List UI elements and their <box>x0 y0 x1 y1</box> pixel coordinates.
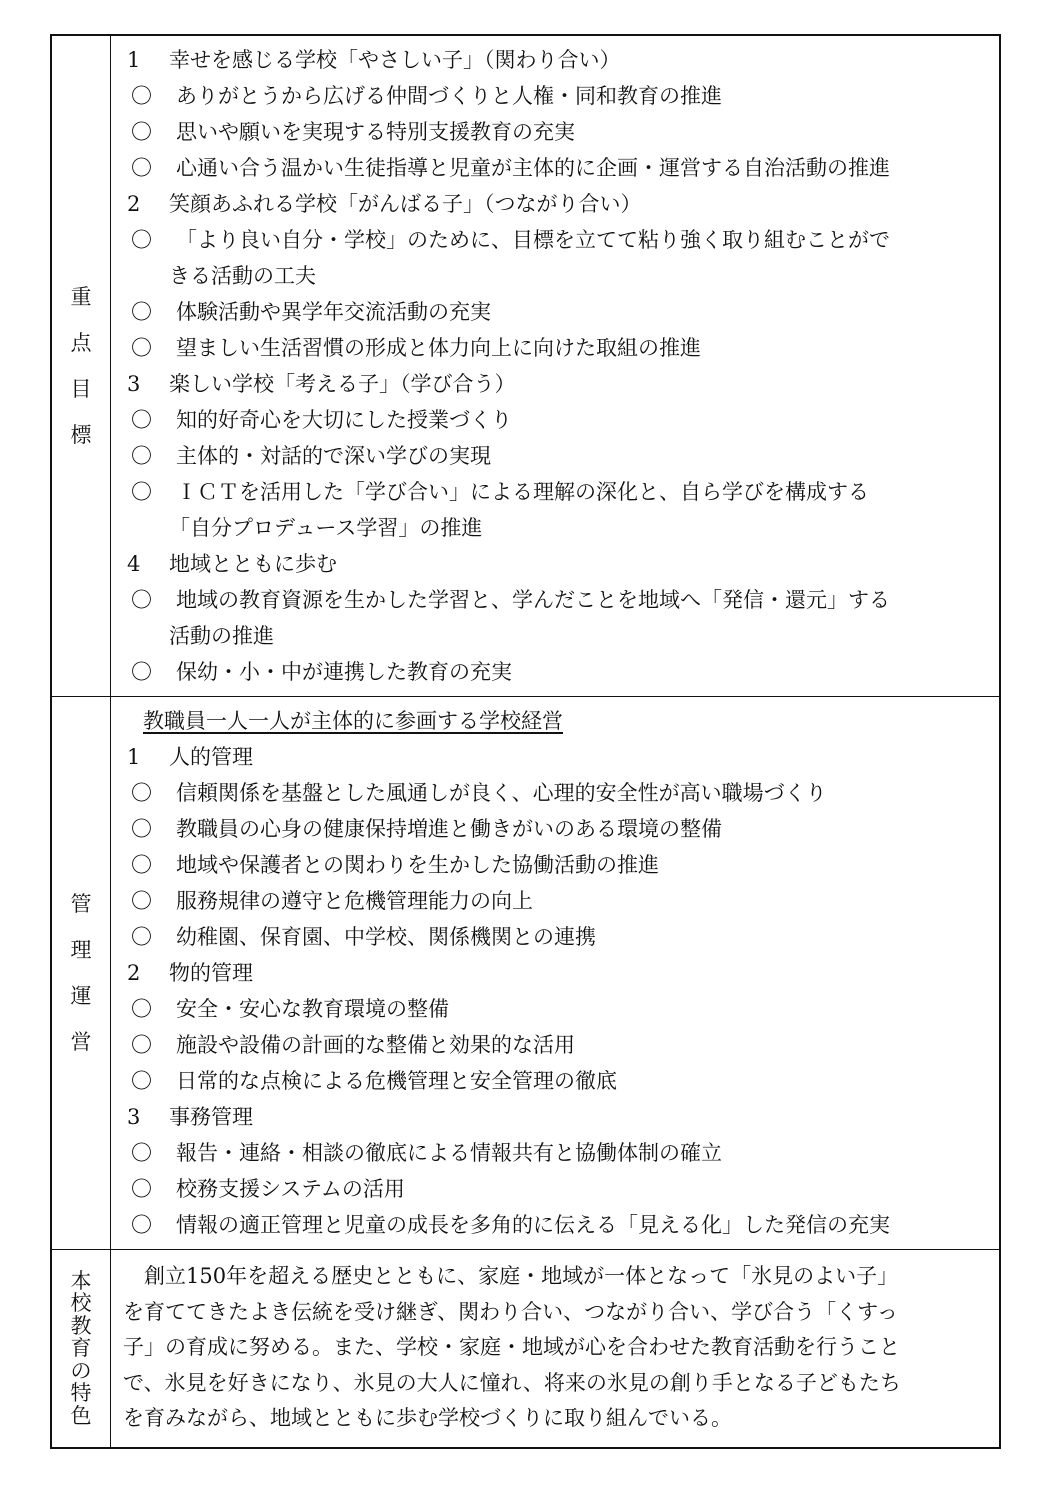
bullet-text: 幼稚園、保育園、中学校、関係機関との連携 <box>176 925 596 949</box>
bullet-circle-icon: 〇 <box>131 156 152 180</box>
item-title: 事務管理 <box>169 1105 253 1129</box>
item-number: 2 <box>127 192 141 216</box>
label-char: 標 <box>70 422 92 447</box>
management-row <box>51 697 1000 1250</box>
bullet-item <box>125 474 991 510</box>
bullet-text: 日常的な点検による危機管理と安全管理の徹底 <box>176 1069 617 1093</box>
bullet-text: 「より良い自分・学校」のために、目標を立てて粘り強く取り組むことがで <box>176 228 890 252</box>
management-heading: 教職員一人一人が主体的に参画する学校経営 <box>143 709 563 733</box>
bullet-circle-icon: 〇 <box>131 84 152 108</box>
item-title: 地域とともに歩む <box>169 552 337 576</box>
features-paragraph <box>111 1250 999 1447</box>
bullet-circle-icon: 〇 <box>131 228 152 252</box>
bullet-item <box>125 654 991 690</box>
item-number: 3 <box>127 1105 141 1129</box>
paragraph-line: 創立150年を超える歴史とともに、家庭・地域が一体となって「氷見のよい子」 <box>144 1264 899 1288</box>
bullet-circle-icon: 〇 <box>131 1069 152 1093</box>
bullet-item <box>125 438 991 474</box>
bullet-text: 信頼関係を基盤とした風通しが良く、心理的安全性が高い職場づくり <box>176 781 827 805</box>
bullet-item-continuation <box>125 510 991 546</box>
features-row <box>51 1250 1000 1448</box>
label-char: 管 <box>70 891 92 916</box>
bullet-text: 心通い合う温かい生徒指導と児童が主体的に企画・運営する自治活動の推進 <box>176 156 890 180</box>
management-label <box>70 891 92 1054</box>
item-number: 2 <box>127 961 141 985</box>
bullet-text: 教職員の心身の健康保持増進と働きがいのある環境の整備 <box>176 817 722 841</box>
features-label <box>71 1270 92 1428</box>
bullet-circle-icon: 〇 <box>131 120 152 144</box>
bullet-item <box>125 1135 991 1171</box>
section-item-heading <box>125 546 991 582</box>
features-content-cell <box>111 1250 1001 1448</box>
section-item-heading <box>125 186 991 222</box>
goals-content-cell <box>111 35 1001 697</box>
bullet-text-continuation: 「自分プロデュース学習」の推進 <box>169 516 483 540</box>
bullet-circle-icon: 〇 <box>131 660 152 684</box>
label-char: 重 <box>70 284 92 309</box>
bullet-circle-icon: 〇 <box>131 1213 152 1237</box>
bullet-text: ＩＣＴを活用した「学び合い」による理解の深化と、自ら学びを構成する <box>176 480 869 504</box>
bullet-item <box>125 222 991 258</box>
bullet-circle-icon: 〇 <box>131 1141 152 1165</box>
bullet-circle-icon: 〇 <box>131 853 152 877</box>
paragraph-line: 子」の育成に努める。また、学校・家庭・地域が心を合わせた教育活動を行うこと <box>123 1335 900 1359</box>
management-label-cell <box>51 697 111 1250</box>
bullet-circle-icon: 〇 <box>131 480 152 504</box>
section-item-heading <box>125 42 991 78</box>
section-item-heading <box>125 739 991 775</box>
bullet-text: ありがとうから広げる仲間づくりと人権・同和教育の推進 <box>176 84 722 108</box>
bullet-text: 情報の適正管理と児童の成長を多角的に伝える「見える化」した発信の充実 <box>176 1213 890 1237</box>
bullet-item <box>125 294 991 330</box>
item-number: 3 <box>127 372 141 396</box>
paragraph-line: を育みながら、地域とともに歩む学校づくりに取り組んでいる。 <box>123 1406 732 1430</box>
item-title: 笑顔あふれる学校「がんばる子」（つながり合い） <box>169 192 642 216</box>
paragraph-line: で、氷見を好きになり、氷見の大人に憧れ、将来の氷見の創り手となる子どもたち <box>123 1370 901 1395</box>
label-char: 校 <box>70 1291 92 1315</box>
label-char: 育 <box>70 1336 92 1360</box>
bullet-circle-icon: 〇 <box>131 781 152 805</box>
label-char: 色 <box>70 1403 92 1428</box>
bullet-item <box>125 775 991 811</box>
bullet-text: 望ましい生活習慣の形成と体力向上に向けた取組の推進 <box>176 336 701 360</box>
bullet-circle-icon: 〇 <box>131 925 152 949</box>
label-char: 運 <box>70 983 92 1008</box>
bullet-text-continuation: 活動の推進 <box>169 624 274 648</box>
bullet-text: 主体的・対話的で深い学びの実現 <box>176 444 491 468</box>
bullet-item <box>125 1063 991 1099</box>
label-char: 本 <box>70 1268 92 1293</box>
item-title: 物的管理 <box>169 961 253 985</box>
bullet-item <box>125 402 991 438</box>
bullet-circle-icon: 〇 <box>131 817 152 841</box>
item-number: 1 <box>127 745 141 769</box>
paragraph-line: を育ててきたよき伝統を受け継ぎ、関わり合い、つながり合い、学び合う「くすっ <box>123 1299 898 1324</box>
bullet-text-continuation: きる活動の工夫 <box>169 264 316 288</box>
bullet-text: 保幼・小・中が連携した教育の充実 <box>176 660 512 684</box>
section-item-heading <box>125 1099 991 1135</box>
bullet-text: 地域の教育資源を生かした学習と、学んだことを地域へ「発信・還元」する <box>176 588 890 612</box>
label-char: 営 <box>70 1029 92 1054</box>
section-item-heading <box>125 366 991 402</box>
bullet-text: 知的好奇心を大切にした授業づくり <box>176 408 512 432</box>
goals-content <box>111 36 999 696</box>
bullet-circle-icon: 〇 <box>131 408 152 432</box>
bullet-item <box>125 114 991 150</box>
bullet-circle-icon: 〇 <box>131 997 152 1021</box>
item-number: 4 <box>127 552 141 576</box>
bullet-item <box>125 78 991 114</box>
bullet-item <box>125 1027 991 1063</box>
label-char: の <box>70 1358 92 1383</box>
section-item-heading <box>125 955 991 991</box>
bullet-text: 服務規律の遵守と危機管理能力の向上 <box>176 889 533 913</box>
bullet-circle-icon: 〇 <box>131 889 152 913</box>
management-content <box>111 697 999 1249</box>
bullet-circle-icon: 〇 <box>131 300 152 324</box>
bullet-item <box>125 883 991 919</box>
bullet-item-continuation <box>125 618 991 654</box>
management-content-cell <box>111 697 1001 1250</box>
bullet-text: 体験活動や異学年交流活動の充実 <box>176 300 491 324</box>
item-title: 楽しい学校「考える子」（学び合う） <box>169 372 516 396</box>
bullet-item <box>125 1171 991 1207</box>
label-char: 目 <box>70 376 92 401</box>
bullet-item <box>125 811 991 847</box>
item-title: 幸せを感じる学校「やさしい子」（関わり合い） <box>169 48 621 72</box>
bullet-item-continuation <box>125 258 991 294</box>
bullet-circle-icon: 〇 <box>131 588 152 612</box>
bullet-text: 安全・安心な教育環境の整備 <box>176 997 449 1021</box>
label-char: 特 <box>70 1381 92 1405</box>
label-char: 点 <box>70 330 92 355</box>
bullet-text: 施設や設備の計画的な整備と効果的な活用 <box>176 1033 575 1057</box>
bullet-item <box>125 991 991 1027</box>
goals-label-cell <box>51 35 111 697</box>
bullet-item <box>125 150 991 186</box>
bullet-item <box>125 919 991 955</box>
school-plan-table <box>50 34 1001 1449</box>
bullet-circle-icon: 〇 <box>131 1033 152 1057</box>
label-char: 理 <box>70 937 92 962</box>
goals-row <box>51 35 1000 697</box>
bullet-item <box>125 582 991 618</box>
bullet-item <box>125 847 991 883</box>
bullet-circle-icon: 〇 <box>131 444 152 468</box>
bullet-item <box>125 330 991 366</box>
item-title: 人的管理 <box>169 745 253 769</box>
bullet-item <box>125 1207 991 1243</box>
features-label-cell <box>51 1250 111 1448</box>
bullet-text: 思いや願いを実現する特別支援教育の充実 <box>176 120 575 144</box>
bullet-text: 報告・連絡・相談の徹底による情報共有と協働体制の確立 <box>176 1141 722 1165</box>
bullet-circle-icon: 〇 <box>131 336 152 360</box>
item-number: 1 <box>127 48 141 72</box>
goals-label <box>70 284 92 447</box>
label-char: 教 <box>70 1313 92 1338</box>
bullet-text: 校務支援システムの活用 <box>176 1177 405 1201</box>
bullet-circle-icon: 〇 <box>131 1177 152 1201</box>
bullet-text: 地域や保護者との関わりを生かした協働活動の推進 <box>176 853 659 877</box>
